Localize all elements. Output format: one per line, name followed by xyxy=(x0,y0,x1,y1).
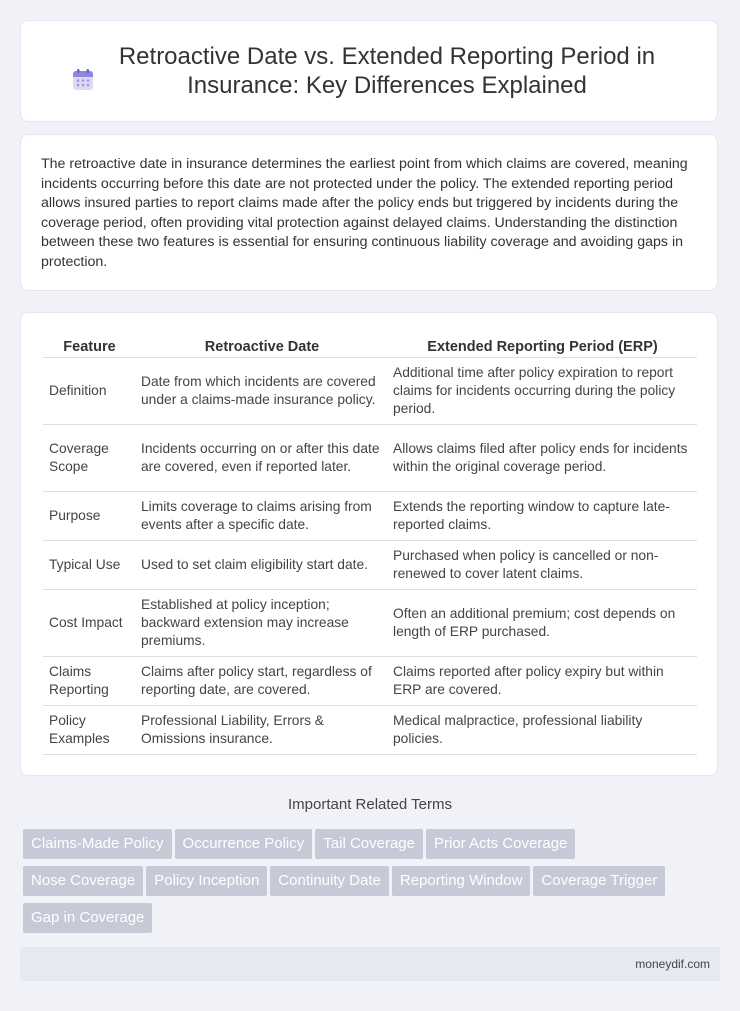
tag-occurrence-policy[interactable]: Occurrence Policy xyxy=(175,829,313,859)
calendar-icon xyxy=(71,68,95,92)
intro-paragraph: The retroactive date in insurance determines the earliest point from which claims are covered, meaning incidents occurring before this date are not protected under the policy. The extended reporting period allows insured parties to report claims made after the policy ends but triggered by incidents during the coverage period, often providing vital protection against delayed claims. Understanding the distinction between these two features is essential for ensuring continuous liability coverage and avoiding gaps in protection. xyxy=(41,156,688,270)
table-row xyxy=(43,657,697,706)
tag-reporting-window[interactable]: Reporting Window xyxy=(392,866,531,896)
cell-retroactive: Limits coverage to claims arising from events after a specific date. xyxy=(136,492,388,541)
table-row xyxy=(43,492,697,541)
table-row xyxy=(43,358,697,425)
table-row xyxy=(43,706,697,755)
header-retroactive-date: Retroactive Date xyxy=(136,333,388,358)
tag-policy-inception[interactable]: Policy Inception xyxy=(146,866,267,896)
cell-erp: Extends the reporting window to capture late-reported claims. xyxy=(388,492,697,541)
tag-coverage-trigger[interactable]: Coverage Trigger xyxy=(533,866,665,896)
footer xyxy=(20,947,720,981)
cell-feature: Definition xyxy=(43,358,136,425)
cell-erp: Often an additional premium; cost depends on length of ERP purchased. xyxy=(388,590,697,657)
cell-retroactive: Date from which incidents are covered under a claims-made insurance policy. xyxy=(136,358,388,425)
table-row xyxy=(43,590,697,657)
comparison-table-card xyxy=(20,312,718,776)
cell-retroactive: Established at policy inception; backward extension may increase premiums. xyxy=(136,590,388,657)
tag-nose-coverage[interactable]: Nose Coverage xyxy=(23,866,143,896)
cell-feature: Claims Reporting xyxy=(43,657,136,706)
cell-feature: Coverage Scope xyxy=(43,425,136,492)
tag-continuity-date[interactable]: Continuity Date xyxy=(270,866,389,896)
intro-card xyxy=(20,134,718,291)
tag-claims-made-policy[interactable]: Claims-Made Policy xyxy=(23,829,172,859)
tag-tail-coverage[interactable]: Tail Coverage xyxy=(315,829,423,859)
cell-retroactive: Used to set claim eligibility start date. xyxy=(136,541,388,590)
footer-site[interactable]: moneydif.com xyxy=(635,957,710,971)
tag-prior-acts-coverage[interactable]: Prior Acts Coverage xyxy=(426,829,575,859)
cell-feature: Policy Examples xyxy=(43,706,136,755)
header-erp: Extended Reporting Period (ERP) xyxy=(388,333,697,358)
cell-retroactive: Claims after policy start, regardless of reporting date, are covered. xyxy=(136,657,388,706)
comparison-table xyxy=(43,333,697,755)
cell-erp: Additional time after policy expiration to report claims for incidents occurring during the policy period. xyxy=(388,358,697,425)
cell-erp: Allows claims filed after policy ends for incidents within the original coverage period. xyxy=(388,425,697,492)
table-header-row xyxy=(43,333,697,358)
cell-feature: Purpose xyxy=(43,492,136,541)
title-card xyxy=(20,20,718,122)
page-title: Retroactive Date vs. Extended Reporting Period in Insurance: Key Differences Explained xyxy=(118,43,656,99)
title-wrap xyxy=(71,42,667,100)
cell-feature: Cost Impact xyxy=(43,590,136,657)
tag-gap-in-coverage[interactable]: Gap in Coverage xyxy=(23,903,152,933)
table-row xyxy=(43,541,697,590)
cell-feature: Typical Use xyxy=(43,541,136,590)
related-terms-title: Important Related Terms xyxy=(288,796,452,813)
related-terms-tags xyxy=(23,829,723,940)
table-row xyxy=(43,425,697,492)
cell-erp: Purchased when policy is cancelled or non-renewed to cover latent claims. xyxy=(388,541,697,590)
cell-erp: Claims reported after policy expiry but within ERP are covered. xyxy=(388,657,697,706)
cell-retroactive: Professional Liability, Errors & Omissions insurance. xyxy=(136,706,388,755)
cell-retroactive: Incidents occurring on or after this date are covered, even if reported later. xyxy=(136,425,388,492)
cell-erp: Medical malpractice, professional liability policies. xyxy=(388,706,697,755)
header-feature: Feature xyxy=(43,333,136,358)
